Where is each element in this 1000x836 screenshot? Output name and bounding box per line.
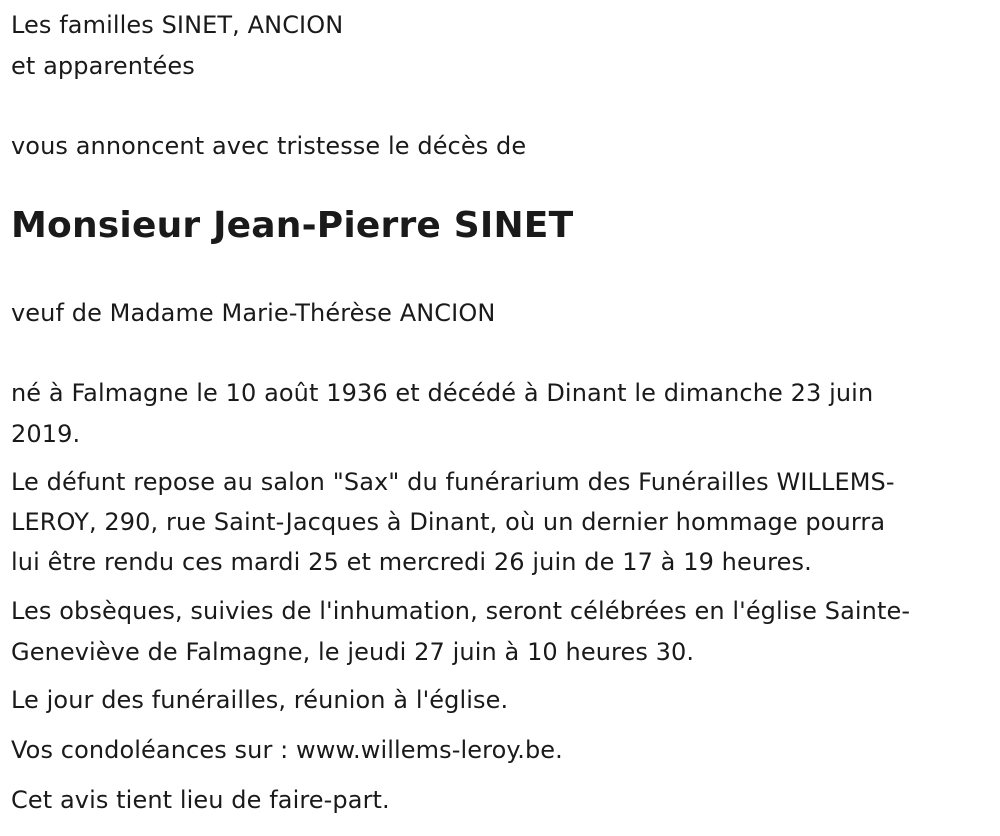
rest-info-line-3: lui être rendu ces mardi 25 et mercredi 26 juin de 17 à 19 heures. (11, 548, 812, 576)
faire-part-note: Cet avis tient lieu de faire-part. (11, 786, 390, 814)
birth-death-line-1: né à Falmagne le 10 août 1936 et décédé à Dinant le dimanche 23 juin (11, 379, 874, 407)
widower-of-text: veuf de Madame Marie-Thérèse ANCION (11, 299, 496, 327)
funeral-info-line-1: Les obsèques, suivies de l'inhumation, seront célébrées en l'église Sainte- (11, 597, 911, 625)
announcement-text: vous annoncent avec tristesse le décès de (11, 132, 527, 160)
birth-death-line-2: 2019. (11, 420, 81, 448)
families-line-2: et apparentées (11, 52, 195, 80)
meeting-info: Le jour des funérailles, réunion à l'église. (11, 686, 509, 714)
rest-info-line-1: Le défunt repose au salon "Sax" du funérarium des Funérailles WILLEMS- (11, 468, 895, 496)
funeral-info-line-2: Geneviève de Falmagne, le jeudi 27 juin à 10 heures 30. (11, 638, 695, 666)
condolences-info: Vos condoléances sur : www.willems-leroy.be. (11, 736, 563, 764)
rest-info-line-2: LEROY, 290, rue Saint-Jacques à Dinant, où un dernier hommage pourra (11, 508, 886, 536)
families-line-1: Les familles SINET, ANCION (11, 11, 344, 39)
deceased-name-heading: Monsieur Jean-Pierre SINET (11, 205, 574, 246)
